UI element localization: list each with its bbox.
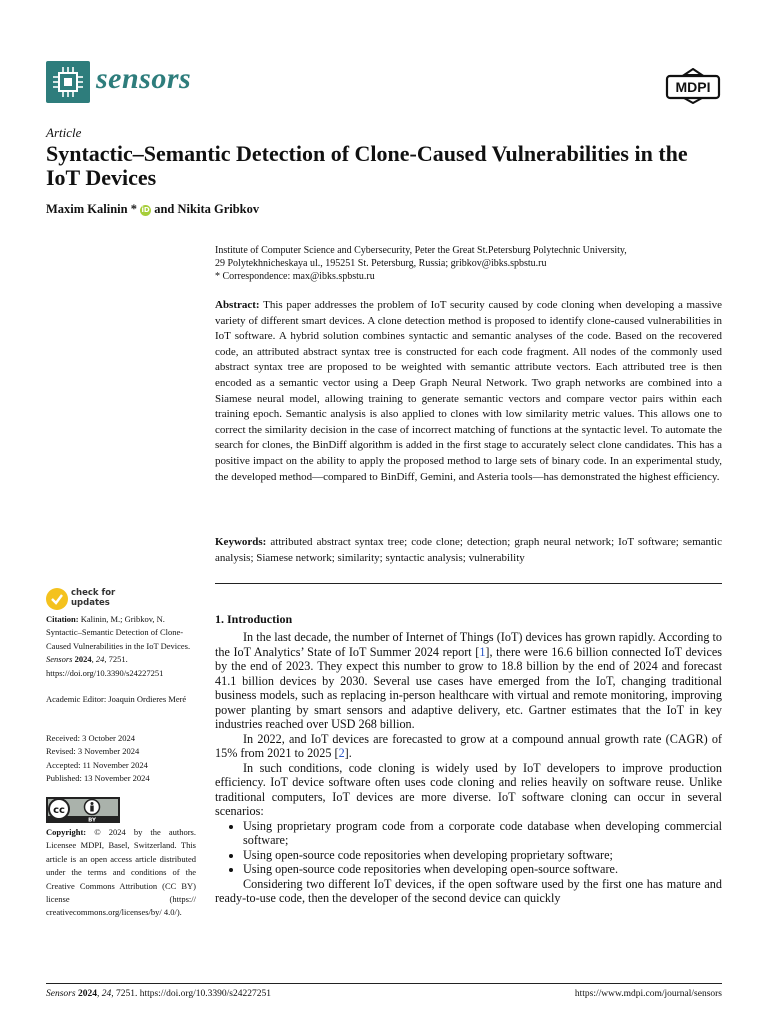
copyright-label: Copyright: xyxy=(46,827,87,837)
journal-name: sensors xyxy=(96,62,192,95)
cc-by-license-icon[interactable] xyxy=(46,797,120,823)
citation-text: Kalinin, M.; Gribkov, N. Syntactic–Semantic Detection of Clone-Caused Vulnerabilities in the IoT Devices. xyxy=(46,614,191,651)
reference-link[interactable]: 2 xyxy=(338,746,345,760)
list-item: • Using proprietary program code from a corporate code database when developing commercial software; xyxy=(243,819,722,848)
author-list xyxy=(46,202,259,217)
paragraph-text: In the last decade, the number of Internet of Things (IoT) devices has grown rapidly. According to the IoT Analytics’ State of IoT Summer 2024 report [ xyxy=(215,630,722,659)
footer-journal: Sensors xyxy=(46,989,76,999)
footer-divider xyxy=(46,983,722,984)
journal-logo-icon xyxy=(46,61,90,103)
citation-label: Citation: xyxy=(46,614,79,624)
affiliation xyxy=(215,244,722,283)
check-for-updates-button[interactable] xyxy=(46,587,136,611)
paragraph xyxy=(215,630,722,732)
paragraph-text: In 2022, and IoT devices are forecasted to grow at a compound annual growth rate (CAGR) of 15% from 2021 to 2025 [ xyxy=(215,731,722,760)
check-updates-line: check for xyxy=(71,588,116,598)
mdpi-logo-text: MDPI xyxy=(675,79,711,95)
footer-citation xyxy=(46,989,271,999)
author-kalinin[interactable]: Maxim Kalinin * xyxy=(46,202,137,216)
dates-block xyxy=(46,732,196,786)
section-heading: 1. Introduction xyxy=(215,612,293,626)
list-item: • Using open-source code repositories when developing proprietary software; xyxy=(243,848,722,863)
abstract xyxy=(215,298,722,485)
intro-body xyxy=(215,630,722,906)
citation-block xyxy=(46,613,196,680)
date-accepted: Accepted: 11 November 2024 xyxy=(46,759,148,770)
footer-journal-url[interactable]: https://www.mdpi.com/journal/sensors xyxy=(574,989,722,999)
paragraph: In such conditions, code cloning is widely used by IoT developers to improve production efficiency. IoT device software often uses code cloning and relies heavily on software reuse. Unlike traditional computers, IoT devices are more diverse. IoT software cloning can occur in several scenarios: xyxy=(215,760,722,818)
citation-doi[interactable]: , 7251. https://doi.org/10.3390/s24227251 xyxy=(46,654,164,678)
check-updates-line: updates xyxy=(71,598,110,608)
date-received: Received: 3 October 2024 xyxy=(46,733,135,743)
affiliation-line: Institute of Computer Science and Cybersecurity, Peter the Great St.Petersburg Polytechnic University, xyxy=(215,245,627,256)
list-item: • Using open-source code repositories when developing open-source software. xyxy=(243,862,722,877)
author-connector: and xyxy=(151,202,178,216)
abstract-label: Abstract: xyxy=(215,299,260,311)
correspondence: * Correspondence: max@ibks.spbstu.ru xyxy=(215,271,375,282)
orcid-icon[interactable]: iD xyxy=(141,206,150,214)
check-updates-icon xyxy=(46,588,68,610)
copyright-notice xyxy=(46,826,196,920)
copyright-text: © 2024 by the authors. Licensee MDPI, Basel, Switzerland. This article is an open access article distributed under the terms and conditions of the Creative Commons Attribution (CC BY) license (https:// creativecommons.org/licenses/by/ 4.0/). xyxy=(46,827,196,918)
abstract-text: This paper addresses the problem of IoT security caused by code cloning when developing a massive variety of different smart devices. A clone detection method is proposed to identify clone-caused vulnerabilities in IoT software. A hybrid solution combines syntactic and semantic analyses of the code. Based on the recovered code, an attributed abstract syntax tree is constructed for each code fragment. All nodes of the commonly used abstract syntax tree are proposed to be weighted with semantic attribute vectors. Each attributed tree is then encoded as a semantic vector using a Deep Graph Neural Network. Two graph networks are combined into a Siamese neural model, allowing training to generate semantic vectors and compare vector pairs within each training epoch. Semantic analysis is also applied to clones with low similarity metric values. This allows one to correct the similarity decision in the case of incorrect matching of functions at the syntactic level. To automate the search for clones, the BinDiff algorithm is added in the first stage to accurately select clone candidates. This has a positive impact on the ability to apply the proposed method to large sets of binary code. In an experimental study, the developed method—compared to BinDiff, Gemini, and Asteria tools—has demonstrated the highest efficiency. xyxy=(215,299,722,483)
article-type: Article xyxy=(46,125,82,140)
citation-journal: Sensors xyxy=(46,654,73,665)
cc-text: cc xyxy=(53,805,65,816)
footer-doi[interactable]: , 7251. https://doi.org/10.3390/s24227251 xyxy=(111,989,271,999)
keywords-label: Keywords: xyxy=(215,536,267,548)
footer-year: 2024 xyxy=(75,989,97,999)
academic-editor: Academic Editor: Joaquin Ordieres Meré xyxy=(46,694,187,704)
citation-year: 2024 xyxy=(72,654,92,665)
paragraph-text: ], there were 16.6 billion connected IoT devices by the end of 2023. They expect this number to grow to 18.8 billion by the end of 2024 and forecast 41.1 billion devices by 2030. Several use cases have emerged from the IoT, changing traditional business models, such as replacing in-person healthcare with virtual and remote monitoring, improving power planting by smart sensors and adaptive delivery, etc. Gartner estimates that the IoT in key industries reached over USD 268 billion. xyxy=(215,644,722,731)
citation-volume: , 24 xyxy=(91,654,105,665)
affiliation-line: 29 Polytekhnicheskaya ul., 195251 St. Petersburg, Russia; gribkov@ibks.spbstu.ru xyxy=(215,258,547,269)
bullet-list xyxy=(215,819,722,877)
keywords xyxy=(215,535,722,566)
author-gribkov[interactable]: Nikita Gribkov xyxy=(177,202,260,216)
paragraph: Considering two different IoT devices, if the open software used by the first one has mature and ready-to-use code, then the developer of the second device can quickly xyxy=(215,876,722,905)
date-published: Published: 13 November 2024 xyxy=(46,773,150,784)
keywords-text: attributed abstract syntax tree; code clone; detection; graph neural network; IoT software; semantic analysis; Siamese network; similarity; syntactic analysis; vulnerability xyxy=(215,536,722,564)
mdpi-logo xyxy=(665,68,721,104)
reference-link[interactable]: 1 xyxy=(479,644,486,659)
by-text: BY xyxy=(88,817,96,823)
date-revised: Revised: 3 November 2024 xyxy=(46,746,140,757)
footer-volume: , 24 xyxy=(96,989,112,999)
paragraph xyxy=(215,732,722,761)
paper-title: Syntactic–Semantic Detection of Clone-Caused Vulnerabilities in the IoT Devices xyxy=(46,141,688,190)
paragraph-text: ]. xyxy=(344,746,352,760)
section-divider xyxy=(215,583,722,584)
